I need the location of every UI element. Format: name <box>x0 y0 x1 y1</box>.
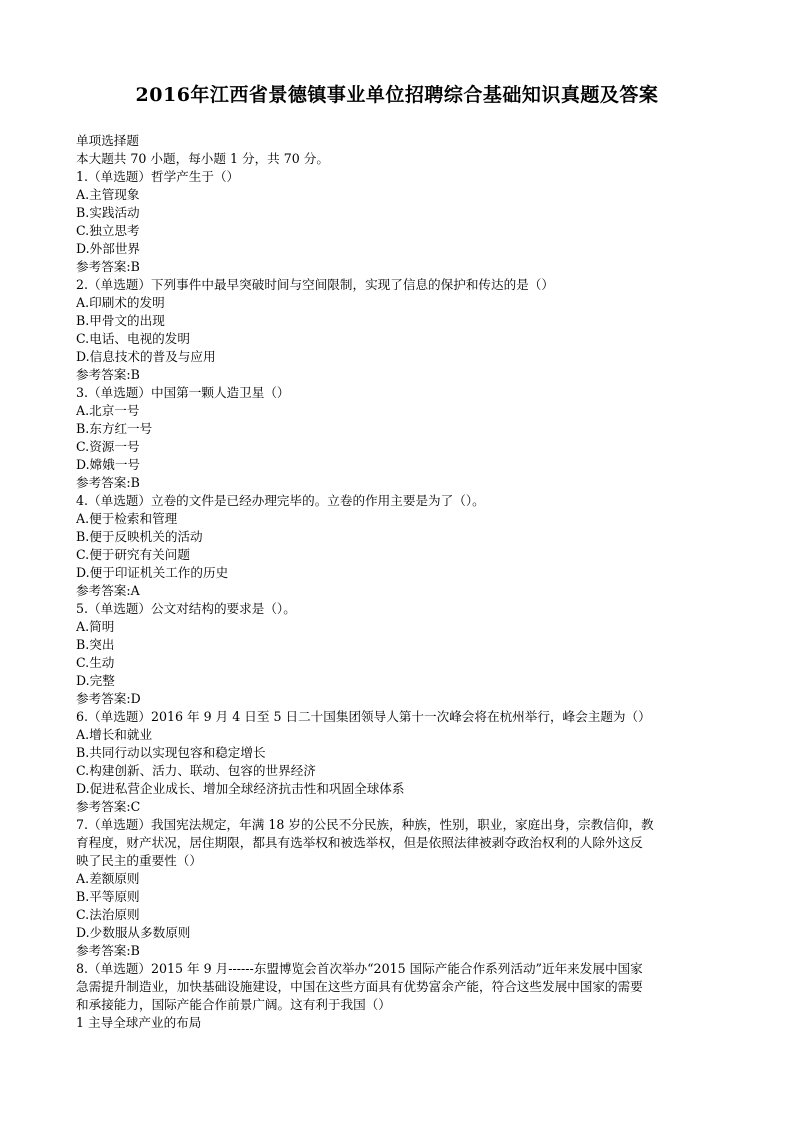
answer: 参考答案:B <box>76 259 140 274</box>
option-a: A.增长和就业 <box>76 727 153 742</box>
question-4 <box>76 492 720 600</box>
question-stem-line: 映了民主的重要性（） <box>76 853 202 868</box>
question-stem-line: 和承接能力，国际产能合作前景广阔。这有利于我国（） <box>76 997 391 1012</box>
document-body <box>76 132 720 1032</box>
answer: 参考答案:B <box>76 943 140 958</box>
question-7 <box>76 816 720 960</box>
option-b: B.东方红一号 <box>76 421 153 436</box>
answer: 参考答案:D <box>76 691 141 706</box>
option-d: D.信息技术的普及与应用 <box>76 349 216 364</box>
option-c: C.法治原则 <box>76 907 140 922</box>
question-stem-line: 7.（单选题）我国宪法规定，年满 18 岁的公民不分民族，种族，性别，职业，家庭出身，宗教信仰，教 <box>76 817 654 832</box>
question-stem-line: 育程度，财产状况，居住期限，都具有选举权和被选举权，但是依照法律被剥夺政治权利的人除外这反 <box>76 835 643 850</box>
option-a: A.便于检索和管理 <box>76 511 178 526</box>
option-c: C.便于研究有关问题 <box>76 547 190 562</box>
question-stem: 2.（单选题）下列事件中最早突破时间与空间限制，实现了信息的保护和传达的是（） <box>76 277 554 292</box>
option-1: 1 主导全球产业的布局 <box>76 1015 202 1030</box>
option-d: D.促进私营企业成长、增加全球经济抗击性和巩固全球体系 <box>76 781 405 796</box>
answer: 参考答案:C <box>76 799 141 814</box>
question-stem-line: 急需提升制造业，加快基础设施建设，中国在这些方面具有优势富余产能，符合这些发展中国家的需要 <box>76 979 643 994</box>
option-c: C.独立思考 <box>76 223 140 238</box>
option-b: B.平等原则 <box>76 889 140 904</box>
option-a: A.印刷术的发明 <box>76 295 165 310</box>
option-b: B.突出 <box>76 637 115 652</box>
option-b: B.共同行动以实现包容和稳定增长 <box>76 745 266 760</box>
option-a: A.简明 <box>76 619 115 634</box>
answer: 参考答案:B <box>76 475 140 490</box>
option-b: B.甲骨文的出现 <box>76 313 165 328</box>
option-c: C.生动 <box>76 655 115 670</box>
answer: 参考答案:B <box>76 367 140 382</box>
option-a: A.差额原则 <box>76 871 140 886</box>
question-1 <box>76 168 720 276</box>
question-stem-line: 8.（单选题）2015 年 9 月------东盟博览会首次举办“2015 国际产能合作系列活动”近年来发展中国家 <box>76 961 643 976</box>
option-b: B.实践活动 <box>76 205 140 220</box>
option-b: B.便于反映机关的活动 <box>76 529 203 544</box>
question-stem: 3.（单选题）中国第一颗人造卫星（） <box>76 385 290 400</box>
option-d: D.嫦娥一号 <box>76 457 141 472</box>
option-a: A.主管现象 <box>76 187 140 202</box>
option-c: C.构建创新、活力、联动、包容的世界经济 <box>76 763 316 778</box>
question-6 <box>76 708 720 816</box>
question-8 <box>76 960 720 1032</box>
option-c: C.电话、电视的发明 <box>76 331 190 346</box>
document-title: 2016年江西省景德镇事业单位招聘综合基础知识真题及答案 <box>135 84 659 106</box>
question-stem: 4.（单选题）立卷的文件是已经办理完毕的。立卷的作用主要是为了（）。 <box>76 493 485 508</box>
question-5 <box>76 600 720 708</box>
question-2 <box>76 276 720 384</box>
option-a: A.北京一号 <box>76 403 140 418</box>
question-stem: 1.（单选题）哲学产生于（） <box>76 169 240 184</box>
answer: 参考答案:A <box>76 583 140 598</box>
option-d: D.外部世界 <box>76 241 141 256</box>
question-stem: 6.（单选题）2016 年 9 月 4 日至 5 日二十国集团领导人第十一次峰会将在杭州举行，峰会主题为（） <box>76 709 651 724</box>
option-c: C.资源一号 <box>76 439 140 454</box>
section-heading: 单项选择题 <box>76 133 139 148</box>
option-d: D.少数服从多数原则 <box>76 925 191 940</box>
question-stem: 5.（单选题）公文对结构的要求是（）。 <box>76 601 296 616</box>
option-d: D.便于印证机关工作的历史 <box>76 565 229 580</box>
question-3 <box>76 384 720 492</box>
section-note: 本大题共 70 小题，每小题 1 分，共 70 分。 <box>76 151 329 166</box>
option-d: D.完整 <box>76 673 115 688</box>
